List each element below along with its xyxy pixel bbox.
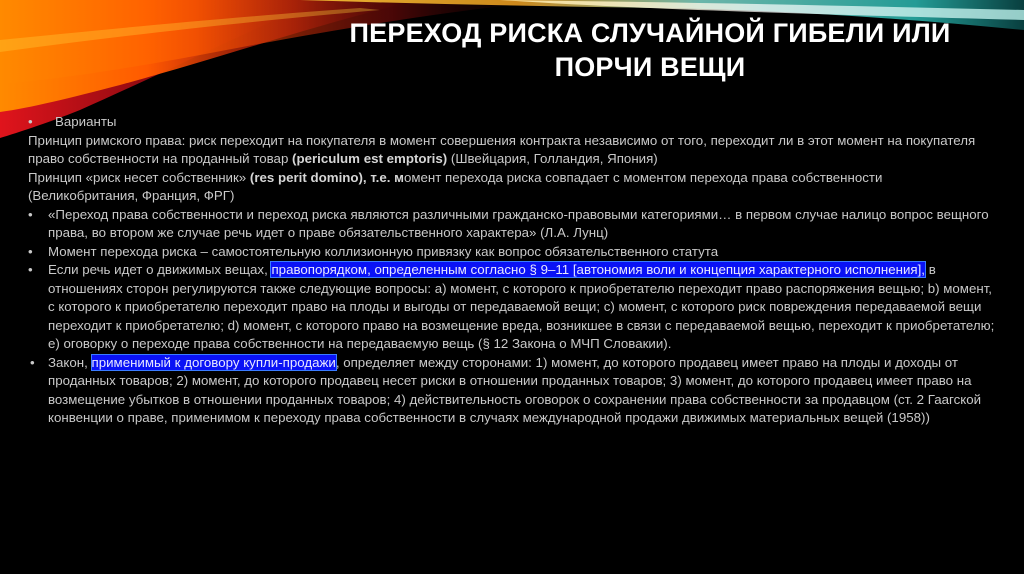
variants-text: Варианты — [55, 114, 117, 129]
slide-title-line-1: ПЕРЕХОД РИСКА СЛУЧАЙНОЙ ГИБЕЛИ ИЛИ — [349, 18, 951, 48]
bullet-icon: • — [28, 114, 33, 129]
applicable-law-text-a: Закон, — [48, 354, 92, 370]
roman-law-text-a: Принцип римского права: риск переходит на покупателя в момент совершения контракта независимо от того, переходит ли в этот момент на покупателя право собственности на проданный товар — [28, 132, 976, 166]
owner-risk-text-b: омент перехода риска совпадает с моментом перехода права собственности (Великобритания, Франция, ФРГ) — [28, 169, 883, 203]
slide-title — [300, 16, 1000, 84]
bullet-icon: • — [28, 206, 33, 222]
roman-law-text-b: (Швейцария, Голландия, Япония) — [447, 151, 658, 166]
paragraph-applicable-law — [28, 354, 996, 428]
movable-things-text-b: в отношениях сторон регулируются также следующие вопросы: а) момент, с которого к приобретателю переходит право распоряжения вещью; b) момент, с которого к приобретателю переходит право на плоды и выгоды от передаваемой вещи; с) момент, с которого риск повреждения передаваемой вещи переходит к приобретателю; d) момент, с которого право на возмещение вреда, возникшее в связи с передаваемой вещью, переходит к приобретателю; е) оговорку о переходе права собственности на передаваемую вещь (§ 12 Закона о МЧП Словакии). — [48, 262, 995, 351]
movable-things-highlight: правопорядком, определенным согласно § 9–11 [автономия воли и концепция характерного исполнения], — [271, 262, 925, 277]
slide-title-line-2: ПОРЧИ ВЕЩИ — [554, 52, 746, 82]
slide-body — [28, 113, 996, 428]
paragraph-owner-risk-principle — [28, 169, 996, 206]
applicable-law-highlight: применимый к договору купли-продажи — [91, 354, 336, 370]
paragraph-lunts-quote — [28, 206, 996, 243]
applicable-law-text-b: , определяет между сторонами: 1) момент, до которого продавец имеет право на плоды и доходы от проданных товаров; 2) момент, до которого продавец несет риски в отношении проданных товаров; 3) момент, до которого продавец имеет право на возмещение убытков в отношении проданных товаров; 4) действительность оговорок о сохранении права собственности за продавцом (ст. 2 Гаагской конвенции о праве, применимом к переходу права собственности в случаях международной продажи движимых материальных вещей (1958)) — [48, 354, 982, 425]
owner-risk-text-a: Принцип «риск несет собственник» — [28, 169, 250, 185]
owner-risk-latin-term: (res perit domino), т.е. м — [249, 169, 404, 185]
paragraph-variants — [28, 113, 996, 132]
movable-things-text-a: Если речь идет о движимых вещах, — [48, 262, 272, 277]
paragraph-movable-things — [28, 261, 996, 354]
bullet-icon: • — [30, 354, 35, 370]
paragraph-roman-law-principle — [28, 132, 996, 169]
bullet-icon: • — [28, 262, 33, 277]
risk-transfer-text: Момент перехода риска – самостоятельную коллизионную привязку как вопрос обязательственного статута — [48, 243, 719, 259]
lunts-quote-text: «Переход права собственности и переход риска являются различными гражданско-правовыми категориями… в первом случае налицо вопрос вещного права, во втором же случае речь идет о праве обязательственного характера» (Л.А. Лунц) — [48, 206, 989, 240]
paragraph-risk-transfer-moment — [28, 243, 996, 262]
bullet-icon: • — [28, 243, 33, 259]
roman-law-latin-term: (periculum est emptoris) — [292, 151, 448, 166]
